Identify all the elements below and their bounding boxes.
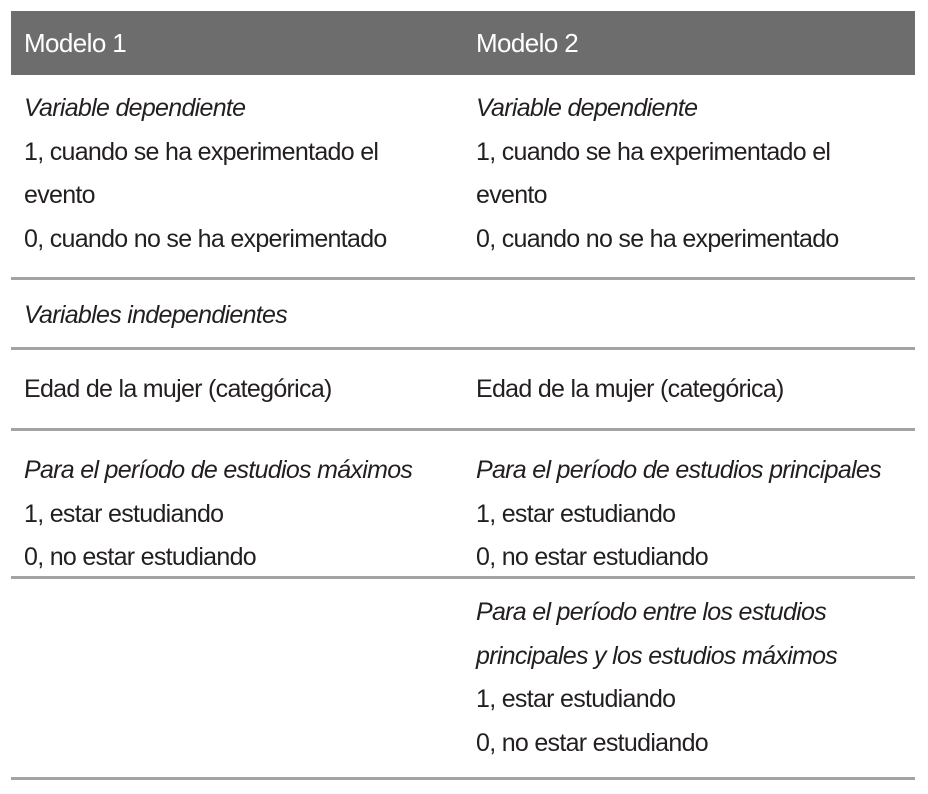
cell-line: 0, no estar estudiando <box>24 543 256 571</box>
cell-modelo-1 <box>11 294 463 347</box>
cell-line: 0, cuando no se ha experimentado <box>24 224 387 253</box>
table-row-dependent-variable <box>11 75 915 280</box>
table-header <box>11 11 915 75</box>
cell-heading: Para el período de estudios máximos <box>24 456 413 484</box>
header-modelo-1: Modelo 1 <box>24 27 127 58</box>
table-row-age <box>11 350 915 431</box>
cell-line: 0, cuando no se ha experimentado <box>476 224 839 253</box>
cell-modelo-2 <box>463 368 915 428</box>
table-row-independent-variables <box>11 280 915 350</box>
cell-line: 1, estar estudiando <box>476 685 676 713</box>
cell-heading: Variable dependiente <box>476 94 698 122</box>
cell-modelo-1 <box>11 591 463 777</box>
cell-modelo-1 <box>11 449 463 576</box>
cell-line: 1, cuando se ha experimentado el <box>24 137 379 166</box>
table-row-between-studies <box>11 579 915 780</box>
cell-modelo-2 <box>463 294 915 347</box>
cell-line: Edad de la mujer (categórica) <box>476 375 784 403</box>
cell-modelo-2 <box>463 87 915 277</box>
cell-line: 0, no estar estudiando <box>476 543 708 571</box>
cell-line: Edad de la mujer (categórica) <box>24 375 332 403</box>
cell-modelo-1 <box>11 87 463 277</box>
cell-modelo-1 <box>11 368 463 428</box>
cell-line: evento <box>476 181 547 209</box>
cell-line: 1, cuando se ha experimentado el <box>476 137 831 166</box>
cell-heading: Para el período entre los estudios <box>476 598 827 626</box>
cell-modelo-2 <box>463 591 915 777</box>
cell-heading: Variable dependiente <box>24 94 246 122</box>
cell-line: evento <box>24 181 95 209</box>
cell-heading: Para el período de estudios principales <box>476 456 881 484</box>
cell-line: 0, no estar estudiando <box>476 728 708 757</box>
cell-line: 1, estar estudiando <box>24 499 224 528</box>
header-modelo-2: Modelo 2 <box>476 27 579 58</box>
cell-modelo-2 <box>463 449 915 576</box>
model-comparison-table <box>11 11 915 780</box>
section-label: Variables independientes <box>24 301 288 329</box>
cell-heading: principales y los estudios máximos <box>476 641 838 670</box>
table-row-study-period <box>11 431 915 579</box>
cell-line: 1, estar estudiando <box>476 499 676 528</box>
